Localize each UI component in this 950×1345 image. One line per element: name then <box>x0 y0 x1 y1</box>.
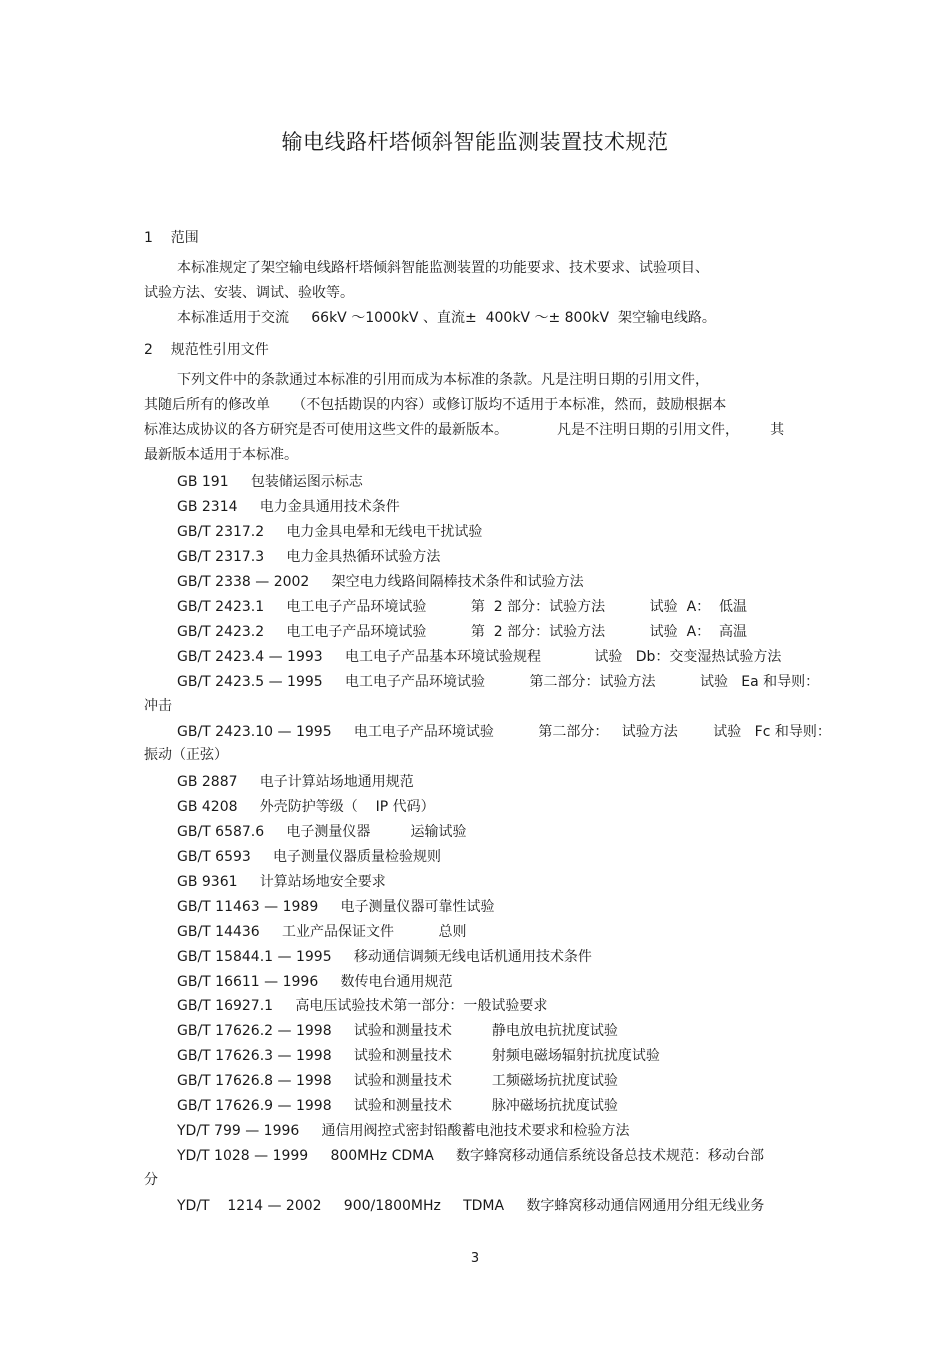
reference-item: GB 2314 电力金具通用技术条件 <box>177 499 400 515</box>
reference-item: GB/T 11463 — 1989 电子测量仪器可靠性试验 <box>177 899 495 915</box>
reference-item: GB/T 2423.5 — 1995 电工电子产品环境试验 第二部分：试验方法 试验 Ea 和导则： <box>177 674 820 690</box>
reference-item: GB/T 2317.3 电力金具热循环试验方法 <box>177 549 441 565</box>
reference-item: GB/T 2423.1 电工电子产品环境试验 第 2 部分：试验方法 试验 A： 低温 <box>177 599 748 615</box>
reference-item: GB/T 6587.6 电子测量仪器 运输试验 <box>177 824 467 840</box>
document-title: 输电线路杆塔倾斜智能监测装置技术规范 <box>281 130 669 154</box>
reference-item: YD/T 1028 — 1999 800MHz CDMA 数字蜂窝移动通信系统设备总技术规范：移动台部 <box>177 1148 765 1164</box>
reference-item: GB/T 2317.2 电力金具电晕和无线电干扰试验 <box>177 524 483 540</box>
reference-item: GB/T 2338 — 2002 架空电力线路间隔棒技术条件和试验方法 <box>177 574 584 590</box>
reference-item-continuation: 振动（正弦） <box>144 747 228 763</box>
reference-item: GB 4208 外壳防护等级（ IP 代码） <box>177 799 435 815</box>
reference-item: GB 2887 电子计算站场地通用规范 <box>177 774 414 790</box>
reference-item: GB 191 包装储运图示标志 <box>177 474 363 490</box>
reference-item: GB/T 17626.2 — 1998 试验和测量技术 静电放电抗扰度试验 <box>177 1023 618 1039</box>
reference-item: GB/T 17626.3 — 1998 试验和测量技术 射频电磁场辐射抗扰度试验 <box>177 1048 660 1064</box>
section-2-paragraph-line-4: 最新版本适用于本标准。 <box>144 447 298 463</box>
reference-item: GB/T 2423.10 — 1995 电工电子产品环境试验 第二部分： 试验方法 试验 Fc 和导则： <box>177 724 831 740</box>
reference-item: YD/T 1214 — 2002 900/1800MHz TDMA 数字蜂窝移动通信网通用分组无线业务 <box>177 1198 765 1214</box>
section-1-paragraph-1-line-2: 试验方法、安装、调试、验收等。 <box>144 285 354 301</box>
section-2-paragraph-line-3: 标准达成协议的各方研究是否可使用这些文件的最新版本。 凡是不注明日期的引用文件， 其 <box>144 422 785 438</box>
reference-item: GB/T 16611 — 1996 数传电台通用规范 <box>177 974 453 990</box>
section-1-heading: 1 范围 <box>144 230 199 246</box>
reference-item: GB/T 14436 工业产品保证文件 总则 <box>177 924 467 940</box>
section-2-heading: 2 规范性引用文件 <box>144 342 269 358</box>
reference-item: GB/T 2423.2 电工电子产品环境试验 第 2 部分：试验方法 试验 A： 高温 <box>177 624 748 640</box>
reference-item: GB/T 2423.4 — 1993 电工电子产品基本环境试验规程 试验 Db：交变湿热试验方法 <box>177 649 782 665</box>
reference-item: GB/T 17626.9 — 1998 试验和测量技术 脉冲磁场抗扰度试验 <box>177 1098 618 1114</box>
reference-item: YD/T 799 — 1996 通信用阀控式密封铅酸蓄电池技术要求和检验方法 <box>177 1123 630 1139</box>
page-number: 3 <box>470 1251 480 1266</box>
section-2-paragraph-line-2: 其随后所有的修改单 （不包括勘误的内容）或修订版均不适用于本标准，然而，鼓励根据本 <box>144 397 727 413</box>
reference-item-continuation: 冲击 <box>144 698 172 714</box>
section-2-paragraph-line-1: 下列文件中的条款通过本标准的引用而成为本标准的条款。凡是注明日期的引用文件， <box>177 372 709 388</box>
reference-item: GB/T 6593 电子测量仪器质量检验规则 <box>177 849 442 865</box>
reference-item-continuation: 分 <box>144 1172 158 1188</box>
reference-item: GB/T 15844.1 — 1995 移动通信调频无线电话机通用技术条件 <box>177 949 592 965</box>
reference-item: GB/T 17626.8 — 1998 试验和测量技术 工频磁场抗扰度试验 <box>177 1073 618 1089</box>
section-1-paragraph-2: 本标准适用于交流 66kV ～1000kV 、直流± 400kV ～± 800kV 架空输电线路。 <box>177 310 716 326</box>
section-1-paragraph-1-line-1: 本标准规定了架空输电线路杆塔倾斜智能监测装置的功能要求、技术要求、试验项目、 <box>177 260 709 276</box>
reference-item: GB/T 16927.1 高电压试验技术第一部分：一般试验要求 <box>177 998 548 1014</box>
reference-item: GB 9361 计算站场地安全要求 <box>177 874 386 890</box>
